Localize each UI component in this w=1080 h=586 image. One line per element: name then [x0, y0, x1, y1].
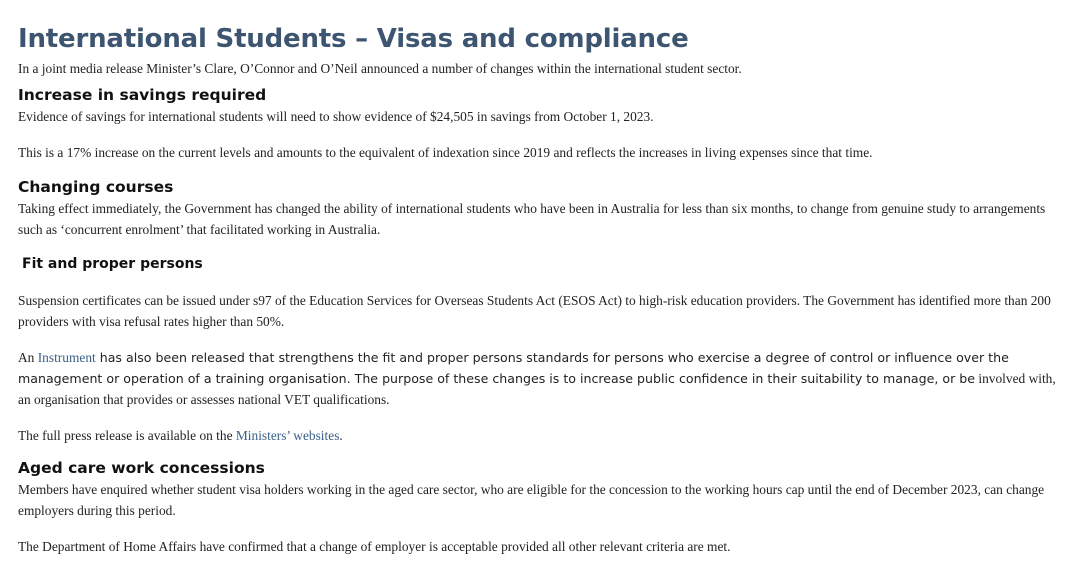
instrument-link[interactable]: Instrument: [37, 350, 96, 365]
fit-paragraph-2: [18, 347, 1062, 410]
fit-p2-body: has also been released that strengthens the fit and proper persons standards for persons who exercise a degree of control or influence over the management or operation of a training organisation. The purpose of these changes is to increase public confidence in their suitability to manage, or be: [18, 350, 1009, 386]
courses-paragraph-1: Taking effect immediately, the Government has changed the ability of international students who have been in Australia for less than six months, to change from genuine study to arrangements such as ‘concurrent enrolment’ that facilitated working in Australia.: [18, 201, 1046, 237]
intro-paragraph: In a joint media release Minister’s Clare, O’Connor and O’Neil announced a number of changes within the international student sector.: [18, 61, 742, 76]
aged-paragraph-1: Members have enquired whether student visa holders working in the aged care sector, who are eligible for the concession to the working hours cap until the end of December 2023, can change employers during this period.: [18, 482, 1045, 518]
fit-p2-prefix: An: [18, 350, 38, 365]
heading-changing-courses: Changing courses: [18, 178, 174, 196]
savings-paragraph-1: Evidence of savings for international students will need to show evidence of $24,505 in savings from October 1, 2023.: [18, 109, 654, 124]
press-release-prefix: The full press release is available on the: [18, 428, 236, 443]
press-release-suffix: .: [339, 428, 343, 443]
fit-p2-tail: involved with, an organisation that provides or assesses national VET qualifications.: [18, 371, 1056, 407]
page-title: International Students – Visas and compliance: [18, 24, 689, 54]
savings-paragraph-2: This is a 17% increase on the current levels and amounts to the equivalent of indexation since 2019 and reflects the increases in living expenses since that time.: [18, 145, 873, 160]
aged-paragraph-2: The Department of Home Affairs have confirmed that a change of employer is acceptable provided all other relevant criteria are met.: [18, 539, 731, 554]
fit-paragraph-1: Suspension certificates can be issued under s97 of the Education Services for Overseas Students Act (ESOS Act) to high-risk education providers. The Government has identified more than 200 providers with visa refusal rates higher than 50%.: [18, 293, 1051, 329]
heading-fit-and-proper: Fit and proper persons: [22, 256, 203, 272]
press-release-paragraph: [18, 425, 1062, 446]
ministers-websites-link[interactable]: Ministers’ websites: [235, 428, 340, 443]
heading-aged-care: Aged care work concessions: [18, 459, 265, 477]
heading-savings: Increase in savings required: [18, 86, 267, 104]
